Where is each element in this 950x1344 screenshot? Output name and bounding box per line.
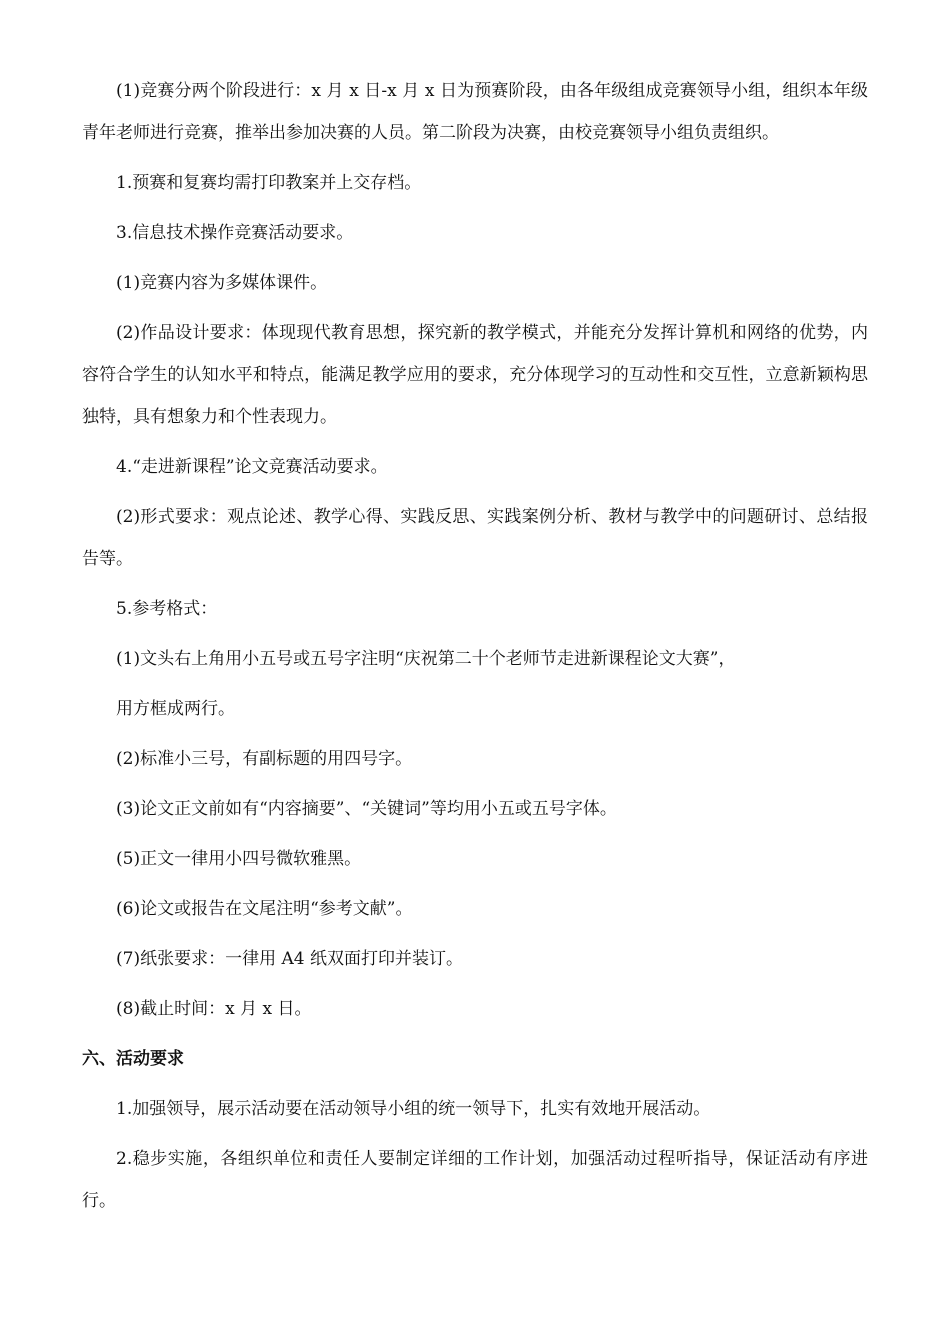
paragraph-competition-stages: (1)竞赛分两个阶段进行：x 月 x 日-x 月 x 日为预赛阶段，由各年级组成竞赛领导小组，组织本年级青年老师进行竞赛，推举出参加决赛的人员。第二阶段为决赛，由校竞赛领导小组负责组织。 [82, 81, 868, 143]
paragraph-format-title: 5.参考格式： [116, 599, 218, 619]
paragraph-format-body-font: (5)正文一律用小四号微软雅黑。 [116, 849, 362, 869]
paragraph-steady-implementation: 2.稳步实施，各组织单位和责任人要制定详细的工作计划，加强活动过程听指导，保证活动有序进行。 [82, 1149, 868, 1211]
paragraph-format-deadline: (8)截止时间：x 月 x 日。 [116, 999, 312, 1019]
paragraph-it-competition-title: 3.信息技术操作竞赛活动要求。 [116, 223, 354, 243]
document-page [82, 70, 868, 1230]
paragraph-it-content: (1)竞赛内容为多媒体课件。 [116, 273, 328, 293]
paragraph-format-box: 用方框成两行。 [116, 699, 235, 719]
paragraph-it-design-requirements: (2)作品设计要求：体现现代教育思想，探究新的教学模式，并能充分发挥计算机和网络的优势，内容符合学生的认知水平和特点，能满足教学应用的要求，充分体现学习的互动性和交互性，立意新颖构思独特，具有想象力和个性表现力。 [82, 323, 868, 427]
paragraph-format-references: (6)论文或报告在文尾注明“参考文献”。 [116, 899, 413, 919]
paragraph-format-paper: (7)纸张要求：一律用 A4 纸双面打印并装订。 [116, 949, 463, 969]
paragraph-essay-form: (2)形式要求：观点论述、教学心得、实践反思、实践案例分析、教材与教学中的问题研讨、总结报告等。 [82, 507, 868, 569]
paragraph-lesson-plan-archive: 1.预赛和复赛均需打印教案并上交存档。 [116, 173, 422, 193]
paragraph-strengthen-leadership: 1.加强领导，展示活动要在活动领导小组的统一领导下，扎实有效地开展活动。 [116, 1099, 711, 1119]
paragraph-format-abstract: (3)论文正文前如有“内容摘要”、“关键词”等均用小五或五号字体。 [116, 799, 617, 819]
paragraph-format-header: (1)文头右上角用小五号或五号字注明“庆祝第二十个老师节走进新课程论文大赛”， [116, 649, 736, 669]
paragraph-format-title-size: (2)标准小三号，有副标题的用四号字。 [116, 749, 413, 769]
section-heading-activity-requirements: 六、活动要求 [82, 1049, 184, 1069]
paragraph-essay-competition-title: 4.“走进新课程”论文竞赛活动要求。 [116, 457, 388, 477]
